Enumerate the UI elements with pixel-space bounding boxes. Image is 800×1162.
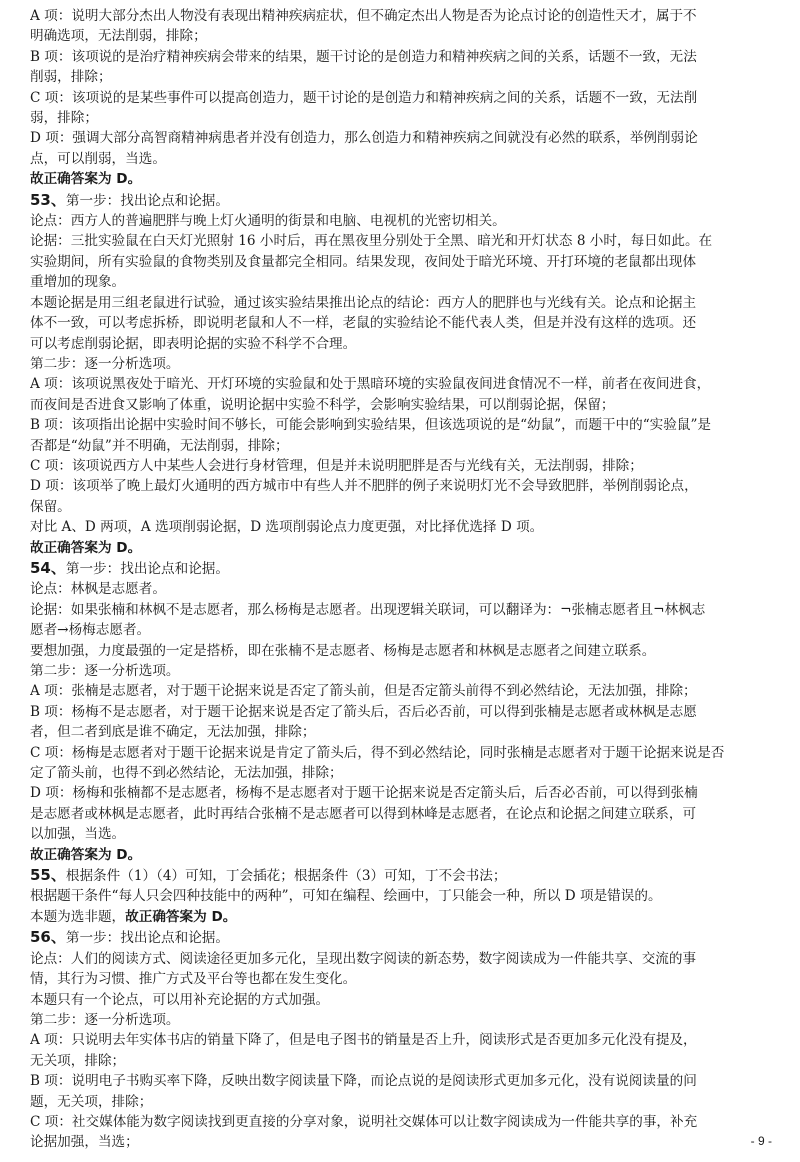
text-line: [30, 907, 782, 927]
text-line: 题，无关项，排除；: [30, 1093, 153, 1110]
text-line: A 项：该项说黑夜处于暗光、开灯环境的实验鼠和处于黑暗环境的实验鼠夜间进食情况不一样，前者在夜间进食，: [30, 376, 711, 393]
answer-inline: 故正确答案为 D。: [125, 908, 237, 925]
text-line: 第二步：逐一分析选项。: [30, 663, 180, 679]
text-line: 者，但二者到底是谁不确定，无法加强，排除；: [30, 724, 316, 741]
answer-line: 故正确答案为 D。: [30, 171, 142, 188]
text-line: 要想加强，力度最强的一定是搭桥，即在张楠不是志愿者、杨梅是志愿者和林枫是志愿者之间建立联系。: [30, 642, 656, 659]
text-line: 点，可以削弱，当选。: [30, 150, 166, 167]
question-heading: [30, 865, 782, 886]
text-line: 可以考虑削弱论据，即表明论据的实验不科学不合理。: [30, 335, 357, 352]
line-text: 本题为选非题，: [30, 908, 126, 925]
text-line: 体不一致，可以考虑拆桥，即说明老鼠和人不一样，老鼠的实验结论不能代表人类，但是并没有这样的选项。还: [30, 315, 697, 332]
text-line: 本题只有一个论点，可以用补充论据的方式加强。: [30, 991, 330, 1008]
question-heading-text: 第一步：找出论点和论据。: [65, 560, 229, 577]
text-line: B 项：该项指出论据中实验时间不够长，可能会影响到实验结果，但该选项说的是“幼鼠”，而题干中的“实验鼠”是: [30, 417, 712, 434]
text-line: 以加强，当选。: [30, 826, 126, 843]
answer-explanation-text: [30, 6, 782, 1153]
text-line: A 项：张楠是志愿者，对于题干论据来说是否定了箭头前，但是否定箭头前得不到必然结论，无法加强，排除；: [30, 683, 697, 700]
question-heading: [30, 927, 782, 948]
answer-line: 故正确答案为 D。: [30, 846, 142, 863]
question-number: 53、: [30, 190, 66, 209]
text-line: 弱，排除；: [30, 110, 98, 127]
question-number: 55、: [30, 866, 66, 885]
text-line: 本题论据是用三组老鼠进行试验，通过该实验结果推出论点的结论：西方人的肥胖也与光线有关。论点和论据主: [30, 294, 697, 311]
text-line: 重增加的现象。: [30, 274, 126, 291]
question-number: 56、: [30, 928, 66, 947]
text-line: 是志愿者或林枫是志愿者，此时再结合张楠不是志愿者可以得到林峰是志愿者，在论点和论据之间建立联系，可: [30, 805, 697, 822]
text-line: C 项：该项说西方人中某些人会进行身材管理，但是并未说明肥胖是否与光线有关，无法削弱，排除；: [30, 457, 643, 474]
text-line: D 项：强调大部分高智商精神病患者并没有创造力，那么创造力和精神疾病之间就没有必然的联系，举例削弱论: [30, 130, 698, 147]
text-line: B 项：说明电子书购买率下降，反映出数字阅读量下降，而论点说的是阅读形式更加多元化，没有说阅读量的问: [30, 1073, 697, 1090]
question-heading-text: 根据条件（1）（4）可知，丁会插花；根据条件（3）可知，丁不会书法；: [65, 868, 507, 885]
text-line: D 项：该项举了晚上最灯火通明的西方城市中有些人并不肥胖的例子来说明灯光不会导致肥胖，举例削弱论点，: [30, 478, 698, 495]
question-number: 54、: [30, 558, 66, 577]
text-line: 定了箭头前，也得不到必然结论，无法加强，排除；: [30, 765, 343, 782]
question-heading-text: 第一步：找出论点和论据。: [65, 192, 229, 209]
text-line: B 项：该项说的是治疗精神疾病会带来的结果，题干讨论的是创造力和精神疾病之间的关系，话题不一致，无法: [30, 48, 697, 65]
text-line: 削弱，排除；: [30, 69, 112, 86]
text-line: D 项：杨梅和张楠都不是志愿者，杨梅不是志愿者对于题干论据来说是否定箭头后，后否必否前，可以得到张楠: [30, 785, 698, 802]
text-line: 论据：如果张楠和林枫不是志愿者，那么杨梅是志愿者。出现逻辑关联词，可以翻译为：¬张楠志愿者且¬林枫志: [30, 601, 706, 618]
text-line: 论点：林枫是志愿者。: [30, 581, 166, 598]
answer-line: 故正确答案为 D。: [30, 539, 142, 556]
question-heading: [30, 558, 782, 579]
text-line: 第二步：逐一分析选项。: [30, 1011, 180, 1028]
text-line: 实验期间，所有实验鼠的食物类别及食量都完全相同。结果发现，夜间处于暗光环境、开打环境的老鼠都出现体: [30, 253, 697, 270]
text-line: 愿者→杨梅志愿者。: [30, 622, 151, 639]
question-heading-text: 第一步：找出论点和论据。: [65, 930, 229, 947]
text-line: 第二步：逐一分析选项。: [30, 355, 180, 372]
text-line: C 项：该项说的是某些事件可以提高创造力，题干讨论的是创造力和精神疾病之间的关系，话题不一致，无法削: [30, 89, 698, 106]
text-line: 论点：人们的阅读方式、阅读途径更加多元化，呈现出数字阅读的新态势，数字阅读成为一件能共享、交流的事: [30, 950, 697, 967]
question-heading: [30, 190, 782, 211]
page-number: - 9 -: [750, 1134, 772, 1148]
text-line: 保留。: [30, 498, 71, 515]
text-line: 而夜间是否进食又影响了体重，说明论据中实验不科学，会影响实验结果，可以削弱论据，保留；: [30, 396, 615, 413]
text-line: 根据题干条件“每人只会四种技能中的两种”，可知在编程、绘画中，丁只能会一种，所以 D 项是错误的。: [30, 888, 662, 905]
text-line: 情，其行为习惯、推广方式及平台等也都在发生变化。: [30, 971, 357, 988]
text-line: 否都是“幼鼠”并不明确，无法削弱，排除；: [30, 437, 289, 454]
text-line: 论据：三批实验鼠在白天灯光照射 16 小时后，再在黑夜里分别处于全黑、暗光和开灯状态 8 小时，每日如此。在: [30, 233, 713, 250]
text-line: 无关项，排除；: [30, 1052, 126, 1069]
text-line: 明确选项，无法削弱，排除；: [30, 28, 207, 45]
text-line: B 项：杨梅不是志愿者，对于题干论据来说是否定了箭头后，否后必否前，可以得到张楠是志愿者或林枫是志愿: [30, 703, 697, 720]
text-line: C 项：杨梅是志愿者对于题干论据来说是肯定了箭头后，得不到必然结论，同时张楠是志愿者对于题干论据来说是否: [30, 744, 725, 761]
text-line: A 项：只说明去年实体书店的销量下降了，但是电子图书的销量是否上升，阅读形式是否更加多元化没有提及，: [30, 1032, 697, 1049]
text-line: C 项：社交媒体能为数字阅读找到更直接的分享对象，说明社交媒体可以让数字阅读成为一件能共享的事，补充: [30, 1113, 698, 1130]
text-line: A 项：说明大部分杰出人物没有表现出精神疾病症状，但不确定杰出人物是否为论点讨论的创造性天才，属于不: [30, 8, 697, 24]
text-line: 论点：西方人的普遍肥胖与晚上灯火通明的街景和电脑、电视机的光密切相关。: [30, 213, 506, 230]
text-line: 对比 A、D 两项，A 选项削弱论据，D 选项削弱论点力度更强，对比择优选择 D 项。: [30, 519, 544, 536]
text-line: 论据加强，当选；: [30, 1134, 139, 1151]
